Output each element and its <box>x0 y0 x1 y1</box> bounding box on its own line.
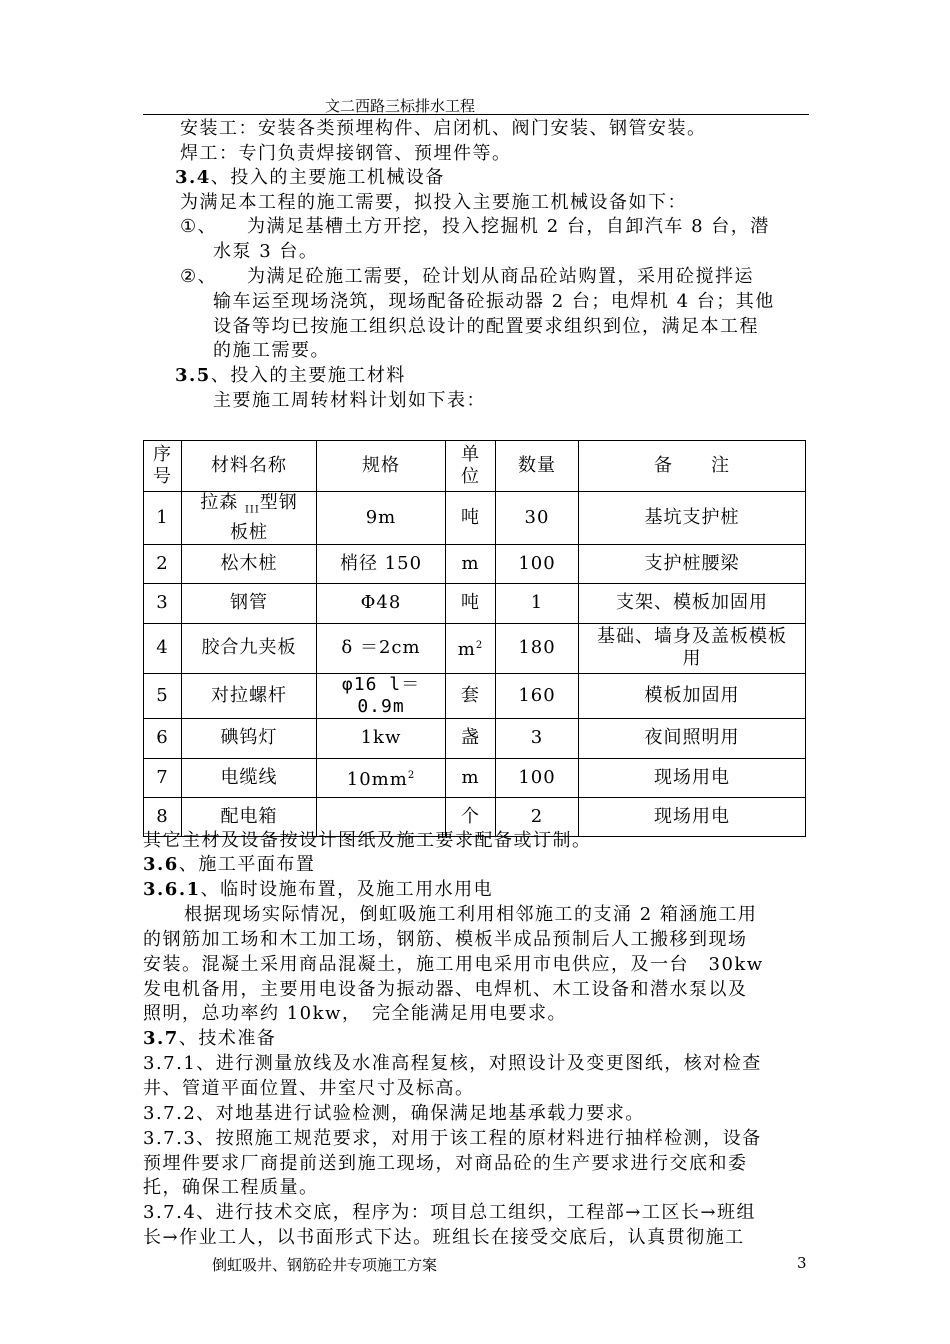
section-heading-3-4 <box>175 166 445 190</box>
cell-remark: 支架、模板加固用 <box>579 583 806 623</box>
cell-name: 胶合九夹板 <box>182 623 317 673</box>
text-line: 3.7.2、对地基进行试验检测，确保满足地基承载力要求。 <box>143 1103 645 1124</box>
list-marker: ①、 <box>180 216 218 237</box>
section-number: 3.7 <box>143 1028 179 1049</box>
cell-qty: 2 <box>496 797 579 836</box>
cell-no: 7 <box>144 758 182 797</box>
cell-remark: 夜间照明用 <box>579 718 806 758</box>
section-heading-3-6 <box>143 853 315 877</box>
text-line: 主要施工周转材料计划如下表： <box>213 390 486 411</box>
table-row <box>144 583 806 623</box>
cell-remark: 基坑支护桩 <box>579 492 806 545</box>
cell-name: 对拉螺杆 <box>182 673 317 718</box>
header-remark: 备 注 <box>579 441 806 492</box>
cell-spec: δ ＝2cm <box>317 623 446 673</box>
section-number: 3.6 <box>143 854 179 875</box>
text-line: 安装工：安装各类预埋构件、启闭机、阀门安装、钢管安装。 <box>180 118 707 139</box>
table-row <box>144 492 806 545</box>
text-line: 井、管道平面位置、井室尺寸及标高。 <box>143 1078 475 1099</box>
text-line: 其它主材及设备按设计图纸及施工要求配备或订制。 <box>143 830 592 851</box>
cell-unit: 盏 <box>446 718 496 758</box>
cell-spec: 9m <box>317 492 446 545</box>
text-line: 3.7.4、进行技术交底，程序为：项目总工组织，工程部→工区长→班组 <box>143 1202 756 1223</box>
text-line: 焊工：专门负责焊接钢管、预埋件等。 <box>180 143 512 164</box>
text-line: 的钢筋加工场和木工加工场，钢筋、模板半成品预制后人工搬移到现场 <box>143 929 748 950</box>
table-header-row <box>144 441 806 492</box>
header-no: 序 号 <box>144 441 182 492</box>
table-row <box>144 718 806 758</box>
cell-no: 2 <box>144 544 182 583</box>
cell-name: 钢管 <box>182 583 317 623</box>
text-line: 托，确保工程质量。 <box>143 1177 319 1198</box>
cell-no: 1 <box>144 492 182 545</box>
footer-title: 倒虹吸井、钢筋砼井专项施工方案 <box>212 1256 438 1274</box>
text-line: 3.7.3、按照施工规范要求，对用于该工程的原材料进行抽样检测，设备 <box>143 1128 762 1149</box>
cell-remark: 支护桩腰梁 <box>579 544 806 583</box>
text-line: 设备等均已按施工组织总设计的配置要求组织到位，满足本工程 <box>213 316 759 337</box>
text-line: 根据现场实际情况，倒虹吸施工利用相邻施工的支涌 2 箱涵施工用 <box>184 904 758 925</box>
cell-qty: 160 <box>496 673 579 718</box>
text-line: 发电机备用，主要用电设备为振动器、电焊机、木工设备和潜水泵以及 <box>143 979 748 1000</box>
section-title: 、技术准备 <box>178 1028 277 1049</box>
text-line: 3.7.1、进行测量放线及水准高程复核，对照设计及变更图纸，核对检查 <box>143 1053 762 1074</box>
table-row <box>144 758 806 797</box>
cell-no: 3 <box>144 583 182 623</box>
section-heading-3-6-1 <box>143 878 493 902</box>
cell-qty: 30 <box>496 492 579 545</box>
table-row <box>144 623 806 673</box>
cell-name: 松木桩 <box>182 544 317 583</box>
cell-spec: 1kw <box>317 718 446 758</box>
cell-qty: 100 <box>496 758 579 797</box>
section-number: 3.4 <box>175 167 211 188</box>
cell-qty: 100 <box>496 544 579 583</box>
header-name: 材料名称 <box>182 441 317 492</box>
cell-unit: 个 <box>446 797 496 836</box>
text-line: 长→作业工人，以书面形式下达。班组长在接受交底后，认真贯彻施工 <box>143 1227 745 1248</box>
cell-no: 4 <box>144 623 182 673</box>
section-title: 、投入的主要施工材料 <box>210 365 406 386</box>
table-row <box>144 673 806 718</box>
cell-qty: 1 <box>496 583 579 623</box>
cell-unit: 吨 <box>446 492 496 545</box>
cell-unit: 套 <box>446 673 496 718</box>
cell-spec: 梢径 150 <box>317 544 446 583</box>
text-line: 为满足基槽土方开挖，投入挖掘机 2 台，自卸汽车 8 台，潜 <box>247 216 770 237</box>
cell-name: 配电箱 <box>182 797 317 836</box>
cell-name: 电缆线 <box>182 758 317 797</box>
header-title: 文二西路三标排水工程 <box>325 97 476 115</box>
cell-no: 8 <box>144 797 182 836</box>
page-number: 3 <box>797 1254 807 1272</box>
list-marker: ②、 <box>180 266 218 287</box>
cell-unit: m <box>446 544 496 583</box>
cell-qty: 3 <box>496 718 579 758</box>
text-line: 水泵 3 台。 <box>213 241 319 262</box>
cell-no: 5 <box>144 673 182 718</box>
text-line: 输车运至现场浇筑，现场配备砼振动器 2 台；电焊机 4 台；其他 <box>213 291 775 312</box>
cell-remark: 现场用电 <box>579 797 806 836</box>
header-qty: 数量 <box>496 441 579 492</box>
section-title: 、施工平面布置 <box>178 854 316 875</box>
header-rule <box>143 114 809 115</box>
cell-unit: 吨 <box>446 583 496 623</box>
section-title: 、投入的主要施工机械设备 <box>210 167 445 188</box>
section-number: 3.6.1 <box>143 879 201 900</box>
cell-name: 碘钨灯 <box>182 718 317 758</box>
section-heading-3-7 <box>143 1027 276 1051</box>
section-heading-3-5 <box>175 364 406 388</box>
text-line: 预埋件要求厂商提前送到施工现场，对商品砼的生产要求进行交底和委 <box>143 1153 748 1174</box>
cell-spec: $10mm^2$ <box>317 758 446 797</box>
header-spec: 规格 <box>317 441 446 492</box>
table-row <box>144 544 806 583</box>
cell-unit: $m^2$ <box>446 623 496 673</box>
cell-spec: φ16 l＝ 0.9m <box>317 673 446 718</box>
section-number: 3.5 <box>175 365 211 386</box>
text-line: 的施工需要。 <box>213 340 330 361</box>
materials-table <box>143 440 806 837</box>
cell-remark: 基础、墙身及盖板模板 用 <box>579 623 806 673</box>
cell-spec: Φ48 <box>317 583 446 623</box>
cell-remark: 模板加固用 <box>579 673 806 718</box>
cell-unit: m <box>446 758 496 797</box>
text-line: 为满足砼施工需要，砼计划从商品砼站购置，采用砼搅拌运 <box>247 266 754 287</box>
cell-qty: 180 <box>496 623 579 673</box>
header-unit: 单 位 <box>446 441 496 492</box>
cell-remark: 现场用电 <box>579 758 806 797</box>
section-title: 、临时设施布置，及施工用水用电 <box>200 879 494 900</box>
cell-no: 6 <box>144 718 182 758</box>
text-line: 安装。混凝土采用商品混凝土，施工用电采用市电供应，及一台 30kw <box>143 954 764 975</box>
text-line: 为满足本工程的施工需要，拟投入主要施工机械设备如下： <box>180 192 687 213</box>
text-line: 照明，总功率约 10kw， 完全能满足用电要求。 <box>143 1003 567 1024</box>
cell-name: 拉森 $_{III}$型钢 板桩 <box>182 492 317 545</box>
